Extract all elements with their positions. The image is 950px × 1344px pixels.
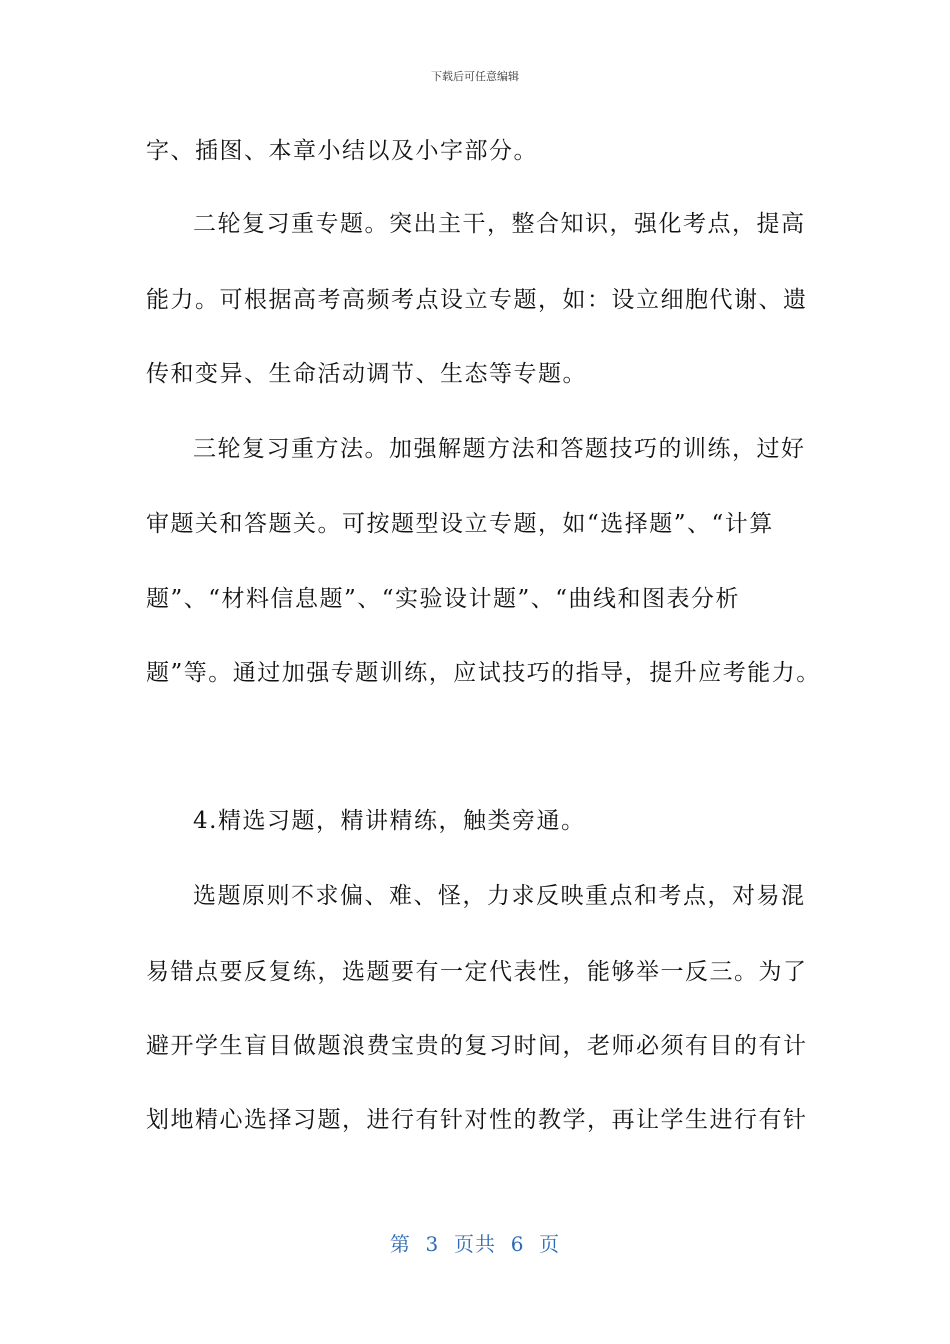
text-line: 易错点要反复练，选题要有一定代表性，能够举一反三。为了 xyxy=(146,959,808,985)
text-line: 避开学生盲目做题浪费宝贵的复习时间，老师必须有目的有计 xyxy=(146,1033,808,1059)
text-line: 题”等。通过加强专题训练，应试技巧的指导，提升应考能力。 xyxy=(146,660,821,686)
text-line: 划地精心选择习题，进行有针对性的教学，再让学生进行有针 xyxy=(146,1107,808,1133)
text-line: 题”、“材料信息题”、“实验设计题”、“曲线和图表分析 xyxy=(146,586,741,612)
text-line: 二轮复习重专题。突出主干，整合知识，强化考点，提高 xyxy=(193,211,806,237)
text-line: 传和变异、生命活动调节、生态等专题。 xyxy=(146,361,587,387)
text-line: 字、插图、本章小结以及小字部分。 xyxy=(146,138,538,164)
text-line: 选题原则不求偏、难、怪，力求反映重点和考点，对易混 xyxy=(193,883,806,909)
section-heading: 4.精选习题，精讲精练，触类旁通。 xyxy=(193,808,586,834)
text-line: 三轮复习重方法。加强解题方法和答题技巧的训练，过好 xyxy=(193,436,806,462)
text-line: 能力。可根据高考高频考点设立专题，如：设立细胞代谢、遗 xyxy=(146,287,808,313)
page-footer: 第 3 页共 6 页 xyxy=(389,1232,561,1256)
text-line: 审题关和答题关。可按题型设立专题，如“选择题”、“计算 xyxy=(146,511,774,537)
page-header: 下载后可任意编辑 xyxy=(431,70,519,83)
